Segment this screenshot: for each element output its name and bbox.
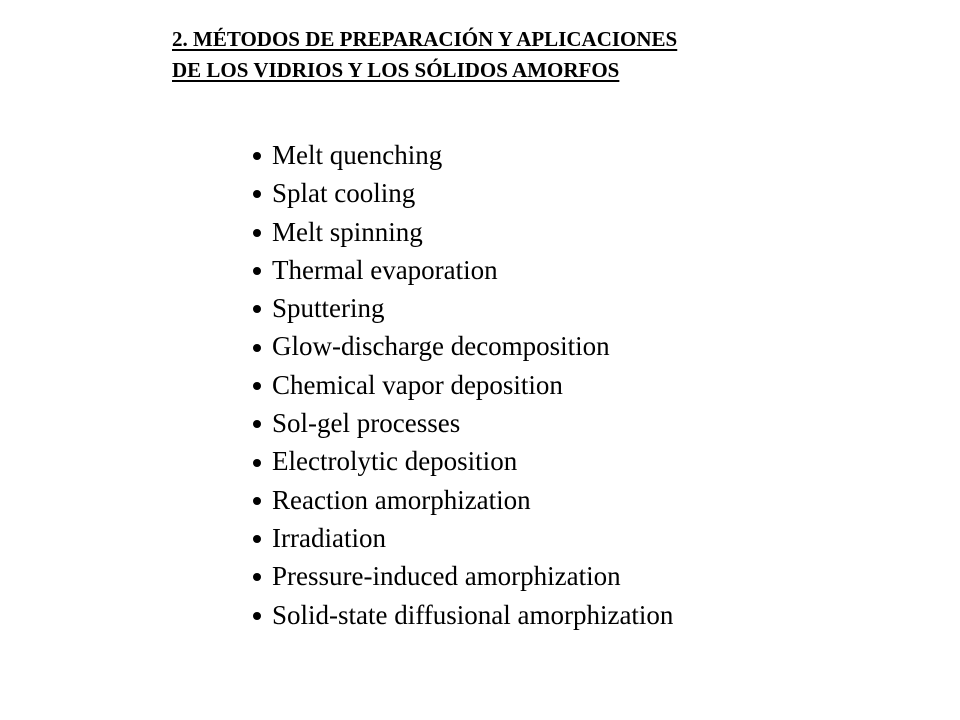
bullet-icon [253,229,261,237]
bullet-icon [253,152,261,160]
bullet-icon [253,344,261,352]
list-item [248,289,673,327]
method-label: Irradiation [272,522,386,553]
list-item [248,213,673,251]
method-label: Electrolytic deposition [272,446,518,477]
method-label: Melt quenching [272,140,443,170]
bullet-icon [253,612,261,620]
list-item [248,442,673,480]
method-label: Pressure-induced amorphization [272,561,621,592]
method-label: Solid-state diffusional amorphization [272,599,674,630]
bullet-icon [253,535,261,543]
list-item [248,404,673,442]
slide-title [172,24,872,86]
method-list [248,136,673,634]
bullet-icon [253,420,261,428]
list-item [248,481,673,519]
list-item [248,557,673,595]
method-label: Melt spinning [272,216,423,247]
list-item [248,519,673,557]
title-line-2: DE LOS VIDRIOS Y LOS SÓLIDOS AMORFOS [172,58,620,82]
method-label: Reaction amorphization [272,484,531,515]
bullet-icon [253,305,261,313]
bullet-icon [253,267,261,275]
list-item [248,596,673,634]
bullet-icon [253,382,261,390]
list-item [248,174,673,212]
title-line-1: 2. MÉTODOS DE PREPARACIÓN Y APLICACIONES [172,27,678,51]
bullet-icon [253,573,261,581]
method-label: Chemical vapor deposition [272,369,563,400]
method-label: Glow-discharge decomposition [272,331,610,362]
bullet-icon [253,459,261,467]
method-label: Sputtering [272,293,385,324]
bullet-icon [253,190,261,198]
list-item [248,136,673,174]
bullet-icon [253,497,261,505]
list-item [248,327,673,365]
list-item [248,251,673,289]
list-item [248,366,673,404]
method-label: Splat cooling [272,178,416,209]
method-label: Sol-gel processes [272,408,461,439]
method-label: Thermal evaporation [272,254,498,285]
